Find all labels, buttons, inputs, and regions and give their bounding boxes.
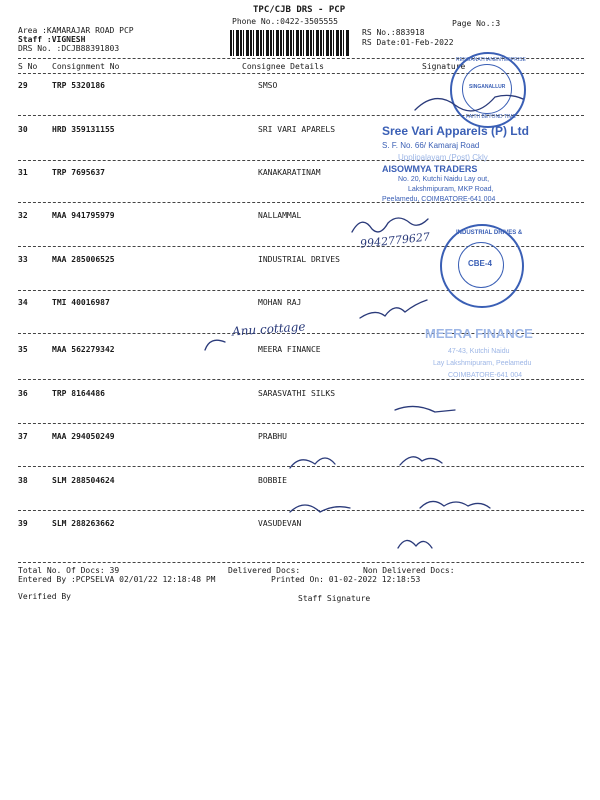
signature-phone-text: 9942779627	[359, 230, 431, 251]
stamp-address-line: Upplipalayam (Post) Ckly	[398, 153, 488, 162]
area-label: Area :KAMARAJAR ROAD PCP	[18, 26, 134, 35]
entered-by: Entered By :PCPSELVA 02/01/22 12:18:48 PM	[18, 575, 216, 584]
row-sno: 37	[18, 432, 28, 441]
row-sno: 35	[18, 345, 28, 354]
row-sno: 32	[18, 211, 28, 220]
row-consignee: BOBBIE	[258, 476, 287, 485]
col-sno: S No	[18, 62, 38, 71]
row-consignment: TRP 5320186	[52, 81, 105, 90]
page-number: Page No.:3	[452, 19, 501, 28]
stamp-company-name: MEERA FINANCE	[425, 326, 533, 341]
stamp-address-line: Peelamedu, COIMBATORE-641 004	[382, 196, 496, 203]
signature-row39	[398, 540, 432, 548]
row-consignee: INDUSTRIAL DRIVES	[258, 255, 340, 264]
row-consignee: MEERA FINANCE	[258, 345, 321, 354]
row-consignment: MAA 294050249	[52, 432, 115, 441]
row-consignment: HRD 359131155	[52, 125, 115, 134]
row-consignment: SLM 288504624	[52, 476, 115, 485]
row-consignee: KANAKARATINAM	[258, 168, 321, 177]
staff-signature: Staff Signature	[298, 594, 371, 603]
stamp-address-line: No. 20, Kutchi Naidu Lay out,	[398, 176, 490, 183]
row-consignment: MAA 941795979	[52, 211, 115, 220]
row-consignee: SRI VARI APARELS	[258, 125, 336, 134]
signature-row29	[415, 95, 523, 111]
row-sno: 30	[18, 125, 28, 134]
col-consignee: Consignee Details	[242, 62, 324, 71]
signature-row37b	[290, 458, 335, 468]
row-consignment: TRP 8164486	[52, 389, 105, 398]
seal-center-text: SINGANALLUR	[469, 84, 506, 90]
row-consignment: TMI 40016987	[52, 298, 110, 307]
seal-center-text: CBE-4	[468, 259, 493, 268]
drs-number: DRS No. :DCJB88391803	[18, 44, 120, 53]
stamp-address-line: S. F. No. 66/ Kamaraj Road	[382, 141, 480, 150]
stamp-address-line: Lakshmipuram, MKP Road,	[408, 186, 494, 193]
row-sno: 33	[18, 255, 28, 264]
seal-ring-text: RENGANATHANENTERPRISE	[456, 57, 526, 63]
row-consignment: SLM 288263662	[52, 519, 115, 528]
total-docs: Total No. Of Docs: 39	[18, 566, 120, 575]
row-consignee: NALLAMMAL	[258, 211, 302, 220]
row-sno: 39	[18, 519, 28, 528]
stamp-address-line: Lay Lakshmipuram, Peelamedu	[433, 360, 532, 367]
row-consignment: MAA 562279342	[52, 345, 115, 354]
row-consignee: PRABHU	[258, 432, 287, 441]
col-consignment: Consignment No	[52, 62, 120, 71]
stamp-company-name: AISOWMYA TRADERS	[382, 164, 478, 174]
row-sno: 36	[18, 389, 28, 398]
signature-anu-cottage: Anu cottage	[231, 319, 306, 339]
row-consignee: SARASVATHI SILKS	[258, 389, 336, 398]
row-sno: 31	[18, 168, 28, 177]
delivered-docs: Delivered Docs:	[228, 566, 301, 575]
row-consignee: SMSO	[258, 81, 278, 90]
staff-label: Staff :VIGNESH	[18, 35, 86, 44]
col-signature: Signature	[422, 62, 466, 71]
row-consignee: MOHAN RAJ	[258, 298, 302, 307]
row-consignee: VASUDEVAN	[258, 519, 302, 528]
signature-row34	[360, 300, 427, 318]
signature-row35	[205, 340, 225, 350]
rs-number: RS No.:883918	[362, 28, 425, 37]
non-delivered-docs: Non Delivered Docs:	[363, 566, 455, 575]
row-consignment: MAA 285006525	[52, 255, 115, 264]
row-sno: 38	[18, 476, 28, 485]
rs-date: RS Date:01-Feb-2022	[362, 38, 454, 47]
row-consignment: TRP 7695637	[52, 168, 105, 177]
row-sno: 29	[18, 81, 28, 90]
signature-row38	[290, 505, 350, 512]
printed-on: Printed On: 01-02-2022 12:18:53	[271, 575, 421, 584]
row-sno: 34	[18, 298, 28, 307]
signature-row38b	[420, 501, 490, 508]
stamp-address-line: COIMBATORE-641 004	[448, 372, 523, 379]
signature-row32	[352, 218, 428, 232]
stamp-company-name: Sree Vari Apparels (P) Ltd	[382, 124, 529, 138]
signature-row37	[395, 406, 455, 412]
stamp-address-line: 47-43, Kutchi Naidu	[448, 348, 510, 355]
signature-row37c	[400, 457, 442, 465]
seal-ring-text: INDUSTRIAL DRIVES &	[456, 230, 523, 236]
verified-by: Verified By	[18, 592, 71, 601]
document-title: TPC/CJB DRS - PCP	[253, 5, 346, 15]
phone-number: Phone No.:0422-3505555	[232, 17, 338, 26]
seal-bottom-text: FAITH BEYOND TIME	[466, 114, 516, 120]
